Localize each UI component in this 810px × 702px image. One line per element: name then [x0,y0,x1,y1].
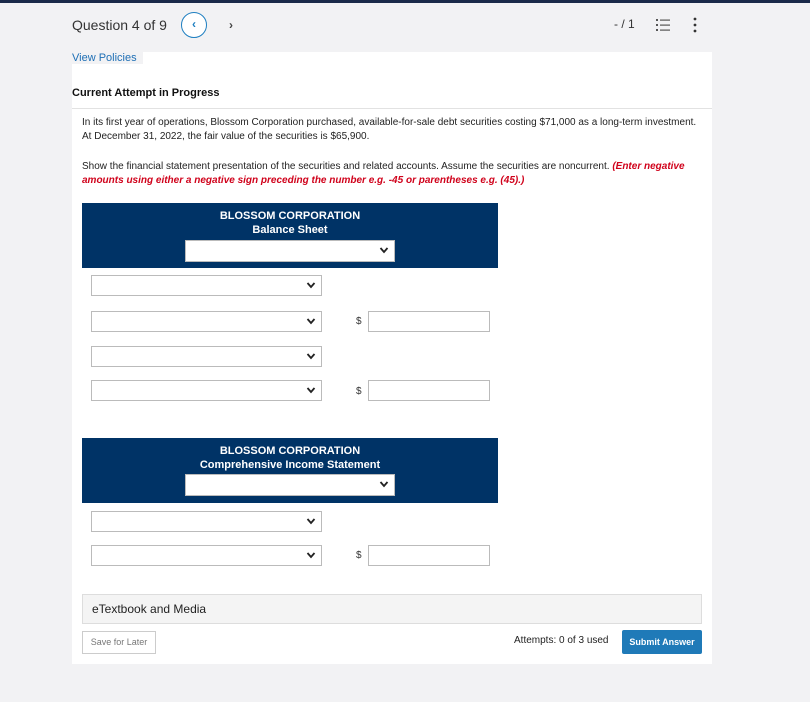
next-question-button[interactable] [224,15,238,35]
balance-sheet-title: Balance Sheet [252,224,328,236]
question-label: Question 4 of 9 [72,17,167,33]
income-statement-title: Comprehensive Income Statement [199,459,381,471]
chevron-down-icon [306,280,316,290]
save-for-later-button[interactable]: Save for Later [82,631,156,654]
chevron-down-icon [379,479,389,489]
balance-sheet-account-select-3[interactable] [91,346,322,367]
income-statement-amount-input-1[interactable] [368,545,490,566]
income-statement-date-select[interactable] [185,474,395,496]
attempts-counter: Attempts: 0 of 3 used [514,635,609,646]
etextbook-media-panel[interactable] [82,594,702,624]
income-statement-account-select-1[interactable] [91,511,322,532]
chevron-down-icon [306,351,316,361]
question-text: In its first year of operations, Blossom Corporation purchased, available-for-sale debt securities costing $71,000 as a long-term investment. At December 31, 2022, the fair value of the securities is $65,900. [82,117,697,142]
instruction-text [82,160,707,188]
balance-sheet-amount-input-1[interactable] [368,311,490,332]
instruction-normal: Show the financial statement presentation of the securities and related accounts. Assume the securities are noncurrent. [82,161,613,172]
chevron-down-icon [306,516,316,526]
balance-sheet-account-select-4[interactable] [91,380,322,401]
chevron-down-icon [306,385,316,395]
chevron-right-icon: › [229,18,233,32]
income-statement-company: BLOSSOM CORPORATION [219,445,361,457]
balance-sheet-date-select[interactable] [185,240,395,262]
chevron-left-icon: ‹ [192,17,196,31]
income-statement-account-select-2[interactable] [91,545,322,566]
chevron-down-icon [306,550,316,560]
score-display: - / 1 [614,17,635,31]
instruction-red: (Enter negative amounts using either a negative sign preceding the number e.g. -45 or parentheses e.g. (45).) [82,161,685,186]
chevron-down-icon [306,316,316,326]
attempt-status: Current Attempt in Progress [72,87,220,99]
balance-sheet-amount-input-2[interactable] [368,380,490,401]
submit-answer-button[interactable]: Submit Answer [622,630,702,654]
chevron-down-icon [379,245,389,255]
more-vertical-icon[interactable] [692,17,698,33]
dollar-sign: $ [356,550,362,561]
balance-sheet-account-select-1[interactable] [91,275,322,296]
view-policies-link[interactable]: View Policies [72,52,143,64]
balance-sheet-account-select-2[interactable] [91,311,322,332]
previous-question-button[interactable] [181,12,207,38]
etextbook-label: eTextbook and Media [92,602,207,616]
balance-sheet-company: BLOSSOM CORPORATION [219,210,361,222]
divider [72,108,712,109]
dollar-sign: $ [356,386,362,397]
list-icon[interactable] [656,18,670,32]
dollar-sign: $ [356,316,362,327]
